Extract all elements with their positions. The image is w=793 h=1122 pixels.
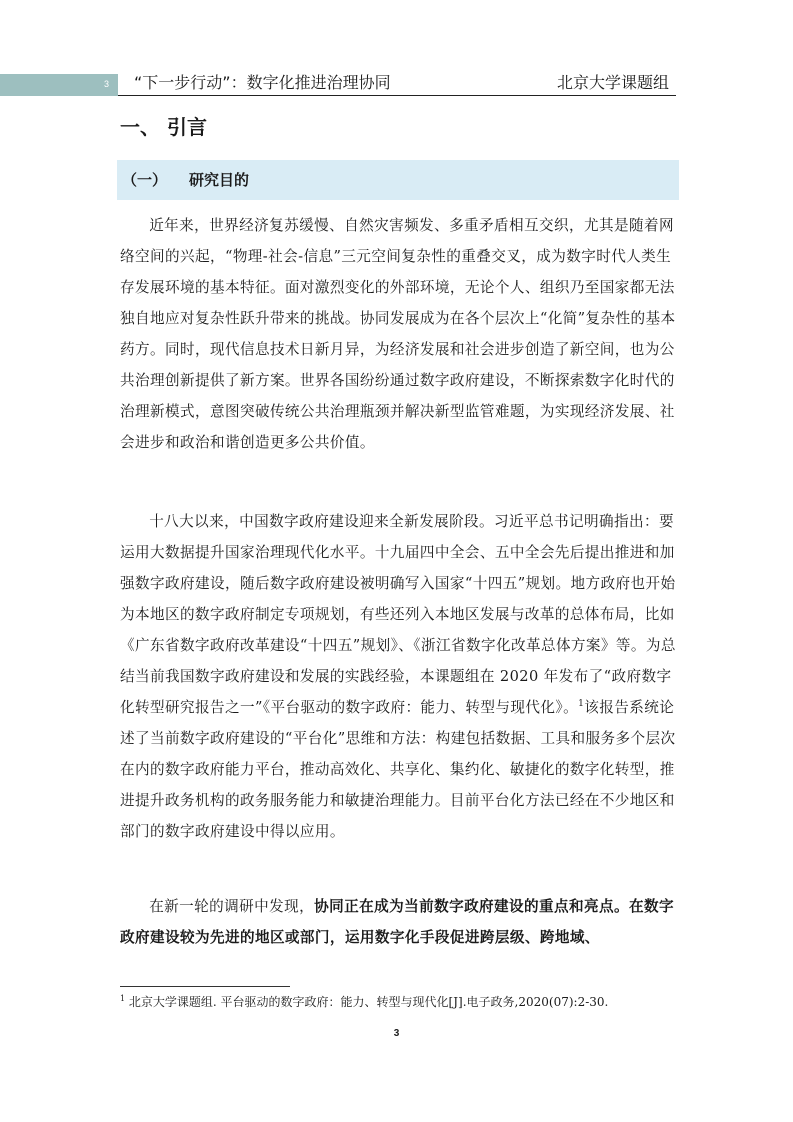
paragraph-3-normal: 在新一轮的调研中发现， [149,898,315,915]
footnote-rule [120,986,290,987]
subsection-number: （一） [122,171,168,189]
body-paragraph-2 [120,506,680,847]
paragraph-2-part-1: 十八大以来，中国数字政府建设迎来全新发展阶段。习近平总书记明确指出：要运用大数据提升国家治理现代化水平。十九届四中全会、五中全会先后提出推进和加强数字政府建设，随后数字政府建设被明确写入国家“十四五”规划。地方政府也开始为本地区的数字政府制定专项规划，有些还列入本地区发展与改革的总体布局，比如《广东省数字政府改革建设“十四五”规划》、《浙江省数字化改革总体方案》等。为总结当前我国数字政府建设和发展的实践经验，本课题组在 2020 年发布了“政府数字化转型研究报告之一”《平台驱动的数字政府：能力、转型与现代化》。 [120,513,676,716]
paragraph-2-text [120,506,680,847]
body-paragraph-1 [120,210,680,458]
header-tab-page-number: 3 [104,79,110,89]
paragraph-3-bold: 协同正在成为当前数字政府建设的重点和亮点。在数字政府建设较为先进的地区或部门，运用数字化手段促进跨层级、跨地域、 [120,898,674,946]
footnote-text: 北京大学课题组. 平台驱动的数字政府：能力、转型与现代化[J].电子政务,2020(07):2-30. [128,995,609,1009]
paragraph-2-part-2: 该报告系统论述了当前数字政府建设的“平台化”思维和方法：构建包括数据、工具和服务多个层次在内的数字政府能力平台，推动高效化、共享化、集约化、敏捷化的数字化转型，推进提升政务机构的政务服务能力和敏捷治理能力。目前平台化方法已经在不少地区和部门的数字政府建设中得以应用。 [120,699,676,840]
subsection-heading [122,169,249,190]
body-paragraph-3 [120,891,680,953]
header-tab [0,74,118,96]
footnote [120,993,608,1010]
subsection-title: 研究目的 [189,171,250,189]
footnote-marker: 1 [120,994,126,1003]
section-heading: 一、 引言 [120,115,207,139]
paragraph-3-text [120,891,680,953]
footnote-reference[interactable]: 1 [578,699,585,710]
paragraph-1-text: 近年来，世界经济复苏缓慢、自然灾害频发、多重矛盾相互交织，尤其是随着网络空间的兴起，“物理-社会-信息”三元空间复杂性的重叠交叉，成为数字时代人类生存发展环境的基本特征。面对激烈变化的外部环境，无论个人、组织乃至国家都无法独自地应对复杂性跃升带来的挑战。协同发展成为在各个层次上“化简”复杂性的基本药方。同时，现代信息技术日新月异，为经济发展和社会进步创造了新空间，也为公共治理创新提供了新方案。世界各国纷纷通过数字政府建设，不断探索数字化时代的治理新模式，意图突破传统公共治理瓶颈并解决新型监管难题，为实现经济发展、社会进步和政治和谐创造更多公共价值。 [120,217,676,451]
header-rule [118,95,676,96]
running-header-title: “下一步行动”：数字化推进治理协同 [134,73,391,92]
running-header-org: 北京大学课题组 [556,73,669,92]
page-number: 3 [393,1028,400,1039]
